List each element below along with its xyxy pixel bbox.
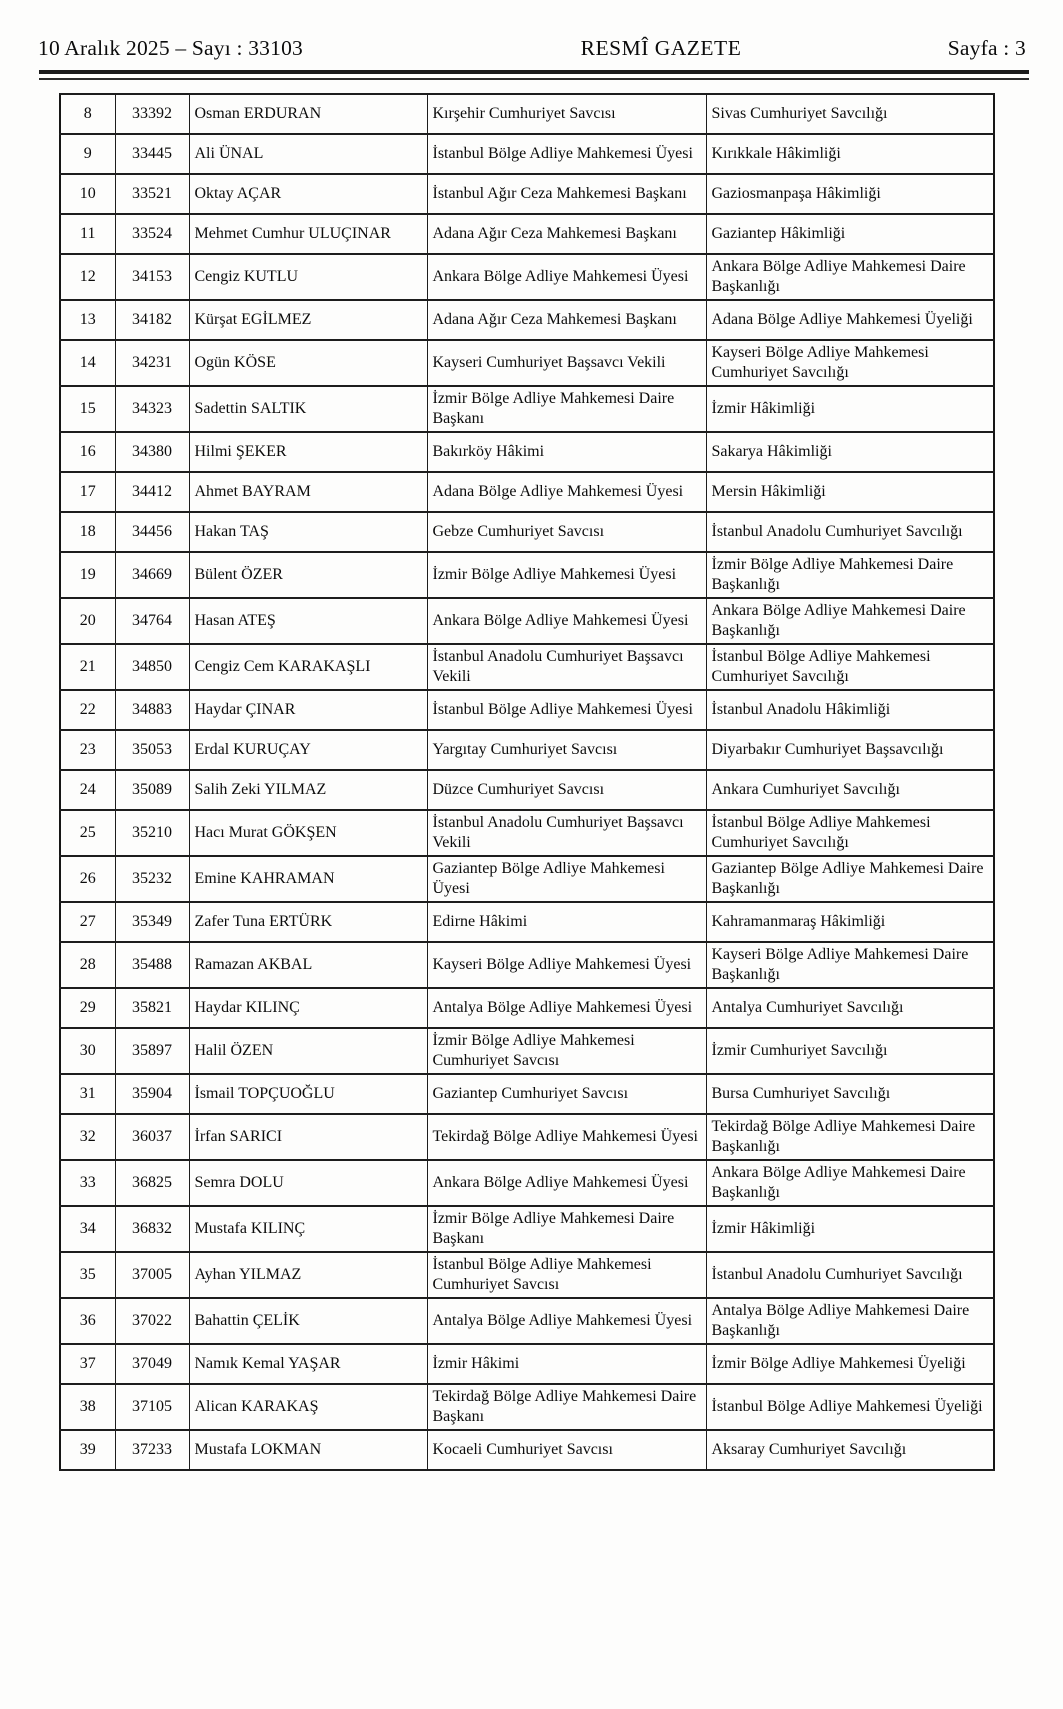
cell-name: Mustafa LOKMAN [189, 1430, 427, 1470]
cell-current-post: Adana Ağır Ceza Mahkemesi Başkanı [427, 300, 706, 340]
cell-name: Bülent ÖZER [189, 552, 427, 598]
cell-registry-number: 35897 [115, 1028, 189, 1074]
table-row [60, 1252, 994, 1298]
cell-assigned-post: Adana Bölge Adliye Mahkemesi Üyeliği [706, 300, 994, 340]
table-row [60, 810, 994, 856]
cell-name: Haydar KILINÇ [189, 988, 427, 1028]
cell-row-number: 35 [60, 1252, 115, 1298]
cell-current-post: Ankara Bölge Adliye Mahkemesi Üyesi [427, 254, 706, 300]
cell-row-number: 12 [60, 254, 115, 300]
cell-registry-number: 35232 [115, 856, 189, 902]
cell-current-post: Kocaeli Cumhuriyet Savcısı [427, 1430, 706, 1470]
cell-assigned-post: Ankara Bölge Adliye Mahkemesi Daire Başkanlığı [706, 254, 994, 300]
cell-current-post: Tekirdağ Bölge Adliye Mahkemesi Daire Başkanı [427, 1384, 706, 1430]
cell-registry-number: 35904 [115, 1074, 189, 1114]
cell-row-number: 34 [60, 1206, 115, 1252]
cell-row-number: 31 [60, 1074, 115, 1114]
cell-name: Mustafa KILINÇ [189, 1206, 427, 1252]
cell-assigned-post: Antalya Bölge Adliye Mahkemesi Daire Başkanlığı [706, 1298, 994, 1344]
cell-registry-number: 33392 [115, 94, 189, 134]
table-row [60, 432, 994, 472]
cell-name: Salih Zeki YILMAZ [189, 770, 427, 810]
table-row [60, 902, 994, 942]
table-row [60, 174, 994, 214]
cell-assigned-post: Kayseri Bölge Adliye Mahkemesi Daire Başkanlığı [706, 942, 994, 988]
cell-name: Halil ÖZEN [189, 1028, 427, 1074]
cell-assigned-post: Ankara Bölge Adliye Mahkemesi Daire Başkanlığı [706, 598, 994, 644]
cell-assigned-post: İstanbul Bölge Adliye Mahkemesi Cumhuriyet Savcılığı [706, 644, 994, 690]
cell-registry-number: 35821 [115, 988, 189, 1028]
cell-registry-number: 34323 [115, 386, 189, 432]
table-row [60, 472, 994, 512]
cell-assigned-post: Gaziantep Bölge Adliye Mahkemesi Daire Başkanlığı [706, 856, 994, 902]
cell-assigned-post: İzmir Bölge Adliye Mahkemesi Daire Başkanlığı [706, 552, 994, 598]
cell-registry-number: 33524 [115, 214, 189, 254]
cell-row-number: 16 [60, 432, 115, 472]
cell-name: İrfan SARICI [189, 1114, 427, 1160]
cell-assigned-post: Gaziantep Hâkimliği [706, 214, 994, 254]
table-row [60, 644, 994, 690]
cell-row-number: 21 [60, 644, 115, 690]
cell-registry-number: 37022 [115, 1298, 189, 1344]
table-row [60, 1298, 994, 1344]
cell-registry-number: 35053 [115, 730, 189, 770]
cell-row-number: 36 [60, 1298, 115, 1344]
cell-current-post: Düzce Cumhuriyet Savcısı [427, 770, 706, 810]
cell-registry-number: 34182 [115, 300, 189, 340]
cell-current-post: Kayseri Bölge Adliye Mahkemesi Üyesi [427, 942, 706, 988]
cell-name: İsmail TOPÇUOĞLU [189, 1074, 427, 1114]
table-row [60, 690, 994, 730]
cell-name: Bahattin ÇELİK [189, 1298, 427, 1344]
cell-registry-number: 33445 [115, 134, 189, 174]
cell-registry-number: 35089 [115, 770, 189, 810]
cell-name: Semra DOLU [189, 1160, 427, 1206]
cell-registry-number: 34883 [115, 690, 189, 730]
cell-assigned-post: İstanbul Bölge Adliye Mahkemesi Üyeliği [706, 1384, 994, 1430]
cell-name: Osman ERDURAN [189, 94, 427, 134]
table-row [60, 254, 994, 300]
cell-current-post: İstanbul Anadolu Cumhuriyet Başsavcı Vekili [427, 644, 706, 690]
cell-current-post: Yargıtay Cumhuriyet Savcısı [427, 730, 706, 770]
gazette-title: RESMÎ GAZETE [580, 36, 742, 60]
cell-row-number: 28 [60, 942, 115, 988]
cell-name: Hasan ATEŞ [189, 598, 427, 644]
cell-current-post: Bakırköy Hâkimi [427, 432, 706, 472]
cell-current-post: Kırşehir Cumhuriyet Savcısı [427, 94, 706, 134]
cell-current-post: İzmir Bölge Adliye Mahkemesi Cumhuriyet Savcısı [427, 1028, 706, 1074]
cell-row-number: 11 [60, 214, 115, 254]
cell-row-number: 30 [60, 1028, 115, 1074]
cell-name: Hakan TAŞ [189, 512, 427, 552]
table-row [60, 1160, 994, 1206]
cell-row-number: 19 [60, 552, 115, 598]
table-row [60, 300, 994, 340]
cell-row-number: 37 [60, 1344, 115, 1384]
cell-name: Cengiz Cem KARAKAŞLI [189, 644, 427, 690]
cell-assigned-post: Gaziosmanpaşa Hâkimliği [706, 174, 994, 214]
cell-registry-number: 34412 [115, 472, 189, 512]
cell-current-post: İstanbul Anadolu Cumhuriyet Başsavcı Vekili [427, 810, 706, 856]
cell-current-post: İzmir Hâkimi [427, 1344, 706, 1384]
cell-registry-number: 37005 [115, 1252, 189, 1298]
cell-registry-number: 33521 [115, 174, 189, 214]
cell-name: Ogün KÖSE [189, 340, 427, 386]
cell-registry-number: 34153 [115, 254, 189, 300]
table-row [60, 942, 994, 988]
cell-registry-number: 34456 [115, 512, 189, 552]
cell-assigned-post: İzmir Hâkimliği [706, 1206, 994, 1252]
cell-name: Zafer Tuna ERTÜRK [189, 902, 427, 942]
cell-assigned-post: İzmir Bölge Adliye Mahkemesi Üyeliği [706, 1344, 994, 1384]
cell-current-post: İstanbul Bölge Adliye Mahkemesi Üyesi [427, 134, 706, 174]
cell-name: Kürşat EGİLMEZ [189, 300, 427, 340]
cell-current-post: Antalya Bölge Adliye Mahkemesi Üyesi [427, 1298, 706, 1344]
cell-assigned-post: Tekirdağ Bölge Adliye Mahkemesi Daire Başkanlığı [706, 1114, 994, 1160]
cell-registry-number: 36037 [115, 1114, 189, 1160]
cell-registry-number: 37105 [115, 1384, 189, 1430]
table-row [60, 1114, 994, 1160]
appointments-table-wrap [59, 93, 993, 1471]
cell-registry-number: 34669 [115, 552, 189, 598]
header-double-rule [39, 70, 1029, 80]
cell-row-number: 23 [60, 730, 115, 770]
cell-assigned-post: Ankara Cumhuriyet Savcılığı [706, 770, 994, 810]
cell-name: Ali ÜNAL [189, 134, 427, 174]
cell-registry-number: 36825 [115, 1160, 189, 1206]
cell-row-number: 26 [60, 856, 115, 902]
table-row [60, 770, 994, 810]
cell-row-number: 39 [60, 1430, 115, 1470]
cell-row-number: 9 [60, 134, 115, 174]
cell-current-post: Gaziantep Bölge Adliye Mahkemesi Üyesi [427, 856, 706, 902]
cell-registry-number: 35349 [115, 902, 189, 942]
cell-row-number: 14 [60, 340, 115, 386]
assignment-table-body [60, 94, 994, 1470]
cell-assigned-post: İzmir Cumhuriyet Savcılığı [706, 1028, 994, 1074]
cell-row-number: 32 [60, 1114, 115, 1160]
cell-name: Alican KARAKAŞ [189, 1384, 427, 1430]
table-row [60, 1206, 994, 1252]
cell-name: Emine KAHRAMAN [189, 856, 427, 902]
cell-name: Ahmet BAYRAM [189, 472, 427, 512]
cell-row-number: 18 [60, 512, 115, 552]
cell-registry-number: 34231 [115, 340, 189, 386]
table-row [60, 1344, 994, 1384]
table-row [60, 340, 994, 386]
cell-current-post: Edirne Hâkimi [427, 902, 706, 942]
cell-row-number: 20 [60, 598, 115, 644]
masthead [38, 36, 1028, 66]
cell-assigned-post: Sivas Cumhuriyet Savcılığı [706, 94, 994, 134]
cell-assigned-post: İstanbul Anadolu Hâkimliği [706, 690, 994, 730]
cell-name: Namık Kemal YAŞAR [189, 1344, 427, 1384]
cell-registry-number: 34764 [115, 598, 189, 644]
cell-name: Mehmet Cumhur ULUÇINAR [189, 214, 427, 254]
cell-assigned-post: Kırıkkale Hâkimliği [706, 134, 994, 174]
cell-current-post: İzmir Bölge Adliye Mahkemesi Üyesi [427, 552, 706, 598]
cell-registry-number: 35210 [115, 810, 189, 856]
appointments-table [59, 93, 995, 1471]
cell-assigned-post: Diyarbakır Cumhuriyet Başsavcılığı [706, 730, 994, 770]
cell-registry-number: 34850 [115, 644, 189, 690]
cell-row-number: 38 [60, 1384, 115, 1430]
cell-assigned-post: İzmir Hâkimliği [706, 386, 994, 432]
table-row [60, 1028, 994, 1074]
table-row [60, 94, 994, 134]
cell-current-post: İstanbul Bölge Adliye Mahkemesi Üyesi [427, 690, 706, 730]
cell-assigned-post: Mersin Hâkimliği [706, 472, 994, 512]
cell-row-number: 8 [60, 94, 115, 134]
cell-registry-number: 37233 [115, 1430, 189, 1470]
table-row [60, 552, 994, 598]
cell-assigned-post: İstanbul Anadolu Cumhuriyet Savcılığı [706, 1252, 994, 1298]
cell-current-post: Gaziantep Cumhuriyet Savcısı [427, 1074, 706, 1114]
cell-row-number: 17 [60, 472, 115, 512]
cell-current-post: Ankara Bölge Adliye Mahkemesi Üyesi [427, 1160, 706, 1206]
cell-row-number: 22 [60, 690, 115, 730]
table-row [60, 386, 994, 432]
table-row [60, 856, 994, 902]
cell-assigned-post: Antalya Cumhuriyet Savcılığı [706, 988, 994, 1028]
cell-row-number: 33 [60, 1160, 115, 1206]
cell-row-number: 29 [60, 988, 115, 1028]
table-row [60, 214, 994, 254]
cell-current-post: İstanbul Ağır Ceza Mahkemesi Başkanı [427, 174, 706, 214]
cell-assigned-post: İstanbul Bölge Adliye Mahkemesi Cumhuriyet Savcılığı [706, 810, 994, 856]
issue-date-number: 10 Aralık 2025 – Sayı : 33103 [38, 36, 303, 60]
cell-assigned-post: Kayseri Bölge Adliye Mahkemesi Cumhuriyet Savcılığı [706, 340, 994, 386]
cell-assigned-post: Kahramanmaraş Hâkimliği [706, 902, 994, 942]
page-number: Sayfa : 3 [947, 36, 1026, 60]
cell-current-post: Adana Bölge Adliye Mahkemesi Üyesi [427, 472, 706, 512]
cell-assigned-post: Ankara Bölge Adliye Mahkemesi Daire Başkanlığı [706, 1160, 994, 1206]
table-row [60, 598, 994, 644]
cell-current-post: Ankara Bölge Adliye Mahkemesi Üyesi [427, 598, 706, 644]
cell-registry-number: 37049 [115, 1344, 189, 1384]
cell-current-post: İzmir Bölge Adliye Mahkemesi Daire Başkanı [427, 1206, 706, 1252]
cell-row-number: 15 [60, 386, 115, 432]
cell-assigned-post: Aksaray Cumhuriyet Savcılığı [706, 1430, 994, 1470]
table-row [60, 730, 994, 770]
cell-assigned-post: İstanbul Anadolu Cumhuriyet Savcılığı [706, 512, 994, 552]
cell-name: Cengiz KUTLU [189, 254, 427, 300]
cell-name: Ramazan AKBAL [189, 942, 427, 988]
table-row [60, 512, 994, 552]
cell-current-post: Kayseri Cumhuriyet Başsavcı Vekili [427, 340, 706, 386]
cell-name: Erdal KURUÇAY [189, 730, 427, 770]
cell-assigned-post: Sakarya Hâkimliği [706, 432, 994, 472]
cell-name: Oktay AÇAR [189, 174, 427, 214]
table-row [60, 134, 994, 174]
cell-current-post: Antalya Bölge Adliye Mahkemesi Üyesi [427, 988, 706, 1028]
cell-name: Hacı Murat GÖKŞEN [189, 810, 427, 856]
cell-name: Hilmi ŞEKER [189, 432, 427, 472]
cell-name: Haydar ÇINAR [189, 690, 427, 730]
cell-current-post: İzmir Bölge Adliye Mahkemesi Daire Başkanı [427, 386, 706, 432]
cell-current-post: Gebze Cumhuriyet Savcısı [427, 512, 706, 552]
cell-registry-number: 36832 [115, 1206, 189, 1252]
cell-name: Sadettin SALTIK [189, 386, 427, 432]
cell-assigned-post: Bursa Cumhuriyet Savcılığı [706, 1074, 994, 1114]
cell-row-number: 25 [60, 810, 115, 856]
cell-registry-number: 34380 [115, 432, 189, 472]
cell-name: Ayhan YILMAZ [189, 1252, 427, 1298]
table-row [60, 1430, 994, 1470]
cell-row-number: 10 [60, 174, 115, 214]
table-row [60, 1384, 994, 1430]
cell-current-post: Adana Ağır Ceza Mahkemesi Başkanı [427, 214, 706, 254]
cell-row-number: 27 [60, 902, 115, 942]
table-row [60, 1074, 994, 1114]
cell-current-post: İstanbul Bölge Adliye Mahkemesi Cumhuriyet Savcısı [427, 1252, 706, 1298]
cell-row-number: 13 [60, 300, 115, 340]
cell-current-post: Tekirdağ Bölge Adliye Mahkemesi Üyesi [427, 1114, 706, 1160]
table-row [60, 988, 994, 1028]
cell-row-number: 24 [60, 770, 115, 810]
cell-registry-number: 35488 [115, 942, 189, 988]
